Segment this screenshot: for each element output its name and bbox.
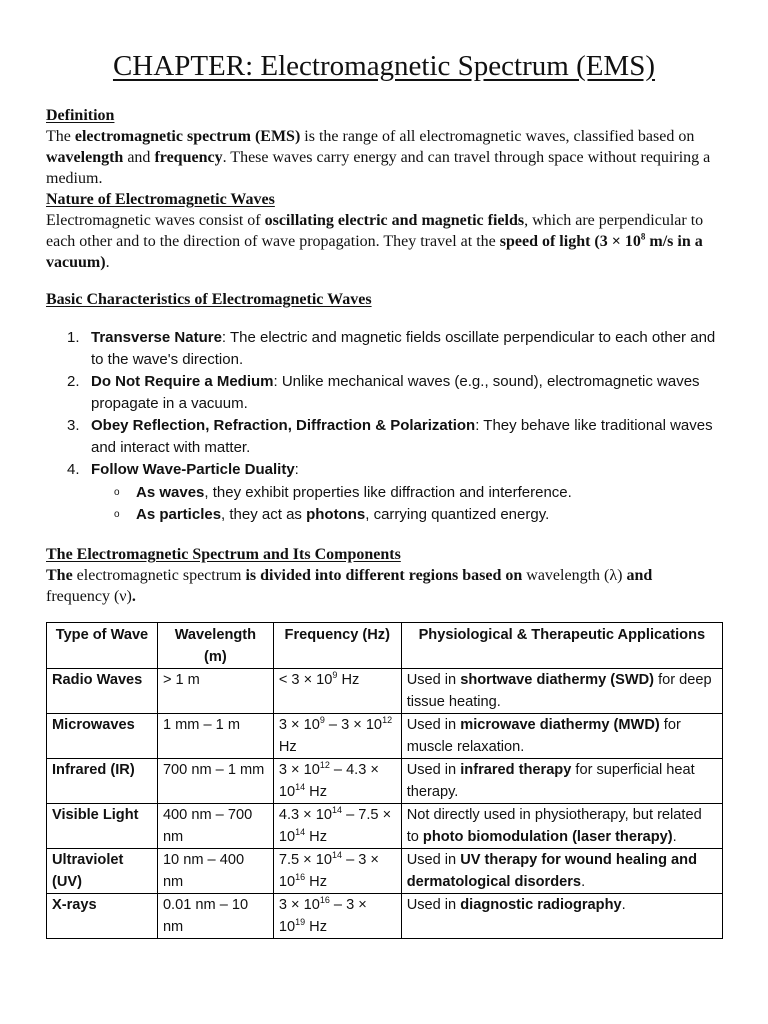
text-run: Hz <box>278 739 297 755</box>
table-row <box>47 669 723 714</box>
text-run: , which are perpendicular to each other and to the direction of wave propagation. They travel at the <box>46 212 704 250</box>
text-run: for muscle relaxation. <box>406 717 681 755</box>
sub-list-item <box>46 504 716 526</box>
bold-run: is divided into different regions based on <box>245 567 523 584</box>
characteristics-heading: Basic Characteristics of Electromagnetic Waves <box>46 291 372 308</box>
table-header-row <box>47 623 723 669</box>
text-run: for deep tissue heating. <box>406 672 712 710</box>
text-run: : They behave like traditional waves and interact with matter. <box>91 417 713 456</box>
text-run: . <box>105 254 110 271</box>
text-run: Hz <box>305 784 327 800</box>
text-run: . These waves carry energy and can travel through space without requiring a medium. <box>46 149 711 187</box>
bold-run: photons <box>306 506 366 523</box>
application-cell <box>401 669 722 714</box>
bold-run: electromagnetic spectrum (EMS) <box>74 128 301 145</box>
spectrum-paragraph <box>46 565 716 607</box>
application-cell <box>401 849 722 894</box>
wave-type-cell: Microwaves <box>47 714 158 759</box>
list-item <box>46 415 716 459</box>
nature-paragraph <box>46 210 716 273</box>
text-run: – 3 × 10 <box>324 717 383 733</box>
text-run: – 7.5 × 10 <box>278 807 392 845</box>
wave-type-cell: X-rays <box>47 894 158 939</box>
table-row <box>47 714 723 759</box>
text-run: Electromagnetic waves consist of <box>46 212 265 229</box>
text-run: 3 × 10 <box>278 762 320 778</box>
wave-type-cell: Visible Light <box>47 804 158 849</box>
table-row <box>47 759 723 804</box>
bold-run: oscillating electric and magnetic fields <box>264 212 525 229</box>
bold-run: infrared therapy <box>460 762 572 778</box>
application-cell <box>401 804 722 849</box>
text-run: for superficial heat therapy. <box>406 762 695 800</box>
text-run: frequency (ν) <box>46 588 132 605</box>
nature-heading: Nature of Electromagnetic Waves <box>46 191 275 208</box>
application-cell <box>401 714 722 759</box>
text-run: , they exhibit properties like diffraction and interference. <box>204 484 572 501</box>
bullet-icon: o <box>114 487 120 498</box>
superscript: 16 <box>319 895 330 906</box>
superscript: 12 <box>382 715 393 726</box>
text-run: – 3 × 10 <box>278 897 367 935</box>
frequency-cell <box>273 714 401 759</box>
definition-paragraph <box>46 126 716 189</box>
table-row <box>47 894 723 939</box>
bold-run: As particles <box>136 506 222 523</box>
text-run: Used in <box>406 717 461 733</box>
text-run: 3 × 10 <box>278 897 320 913</box>
table-row <box>47 849 723 894</box>
superscript: 9 <box>319 715 325 726</box>
list-number: 4. <box>67 461 80 478</box>
text-run: Used in <box>406 852 461 868</box>
page-title: CHAPTER: Electromagnetic Spectrum (EMS) <box>112 50 656 82</box>
characteristics-heading-block <box>46 289 716 310</box>
text-run: . <box>621 897 626 913</box>
list-item <box>46 459 716 481</box>
bold-run: shortwave diathermy (SWD) <box>460 672 655 688</box>
wavelength-cell: 1 mm – 1 m <box>157 714 273 759</box>
wave-type-cell: Ultraviolet (UV) <box>47 849 158 894</box>
bold-run: UV therapy for wound healing and dermatological disorders <box>406 852 697 890</box>
wave-type-cell: Infrared (IR) <box>47 759 158 804</box>
bold-run: frequency <box>154 149 223 166</box>
spectrum-section <box>46 544 716 607</box>
application-cell <box>401 894 722 939</box>
characteristics-list <box>46 327 716 526</box>
bold-run: photo biomodulation (laser therapy) <box>422 829 673 845</box>
text-run: : <box>294 461 299 478</box>
text-run: 7.5 × 10 <box>278 852 332 868</box>
spectrum-heading: The Electromagnetic Spectrum and Its Components <box>46 546 401 563</box>
text-run: . <box>581 874 586 890</box>
bold-run: Follow Wave-Particle Duality <box>91 461 295 478</box>
definition-heading: Definition <box>46 107 115 124</box>
bold-run: Transverse Nature <box>91 329 222 346</box>
text-run: Hz <box>305 874 327 890</box>
text-run: and <box>123 149 155 166</box>
list-item <box>46 371 716 415</box>
text-run: , carrying quantized energy. <box>365 506 550 523</box>
list-number: 1. <box>67 329 80 346</box>
superscript: 16 <box>295 872 306 883</box>
frequency-cell <box>273 849 401 894</box>
bold-run: Do Not Require a Medium <box>91 373 274 390</box>
frequency-cell <box>273 894 401 939</box>
definition-section <box>46 105 716 273</box>
wavelength-cell: 700 nm – 1 mm <box>157 759 273 804</box>
text-run: Used in <box>406 762 461 778</box>
text-run: : The electric and magnetic fields oscillate perpendicular to each other and to the wave's direction. <box>91 329 716 368</box>
text-run: Not directly used in physiotherapy, but related to <box>406 807 702 845</box>
wavelength-cell: 400 nm – 700 nm <box>157 804 273 849</box>
text-run: wavelength (λ) <box>522 567 627 584</box>
bullet-icon: o <box>114 509 120 520</box>
text-run: Used in <box>406 897 461 913</box>
text-run: . <box>672 829 677 845</box>
text-run: m/s in a vacuum) <box>46 233 703 271</box>
list-number: 2. <box>67 373 80 390</box>
text-run: : Unlike mechanical waves (e.g., sound), electromagnetic waves propagate in a vacuum. <box>91 373 700 412</box>
superscript: 8 <box>640 231 646 242</box>
text-run: Hz <box>337 672 360 688</box>
text-run: speed of light (3 × 10 <box>499 233 641 250</box>
text-run: , they act as <box>221 506 307 523</box>
text-run: Used in <box>406 672 461 688</box>
ems-table <box>46 622 723 939</box>
superscript: 12 <box>319 760 330 771</box>
sub-list-item <box>46 482 716 504</box>
text-run: < 3 × 10 <box>278 672 333 688</box>
text-run: – 4.3 × 10 <box>278 762 379 800</box>
superscript: 14 <box>295 827 306 838</box>
bold-run: wavelength <box>46 149 124 166</box>
column-header: Frequency (Hz) <box>273 623 401 669</box>
bold-run: Obey Reflection, Refraction, Diffraction & Polarization <box>91 417 476 434</box>
text-run: Hz <box>305 829 327 845</box>
column-header: Wavelength (m) <box>157 623 273 669</box>
wave-type-cell: Radio Waves <box>47 669 158 714</box>
superscript: 14 <box>332 850 343 861</box>
bold-run: and <box>626 567 653 584</box>
superscript: 14 <box>295 782 306 793</box>
table-row <box>47 804 723 849</box>
superscript: 9 <box>332 670 338 681</box>
list-number: 3. <box>67 417 80 434</box>
wavelength-cell: 0.01 nm – 10 nm <box>157 894 273 939</box>
text-run: 4.3 × 10 <box>278 807 332 823</box>
bold-run: As waves <box>136 484 205 501</box>
list-item <box>46 327 716 371</box>
text-run: 3 × 10 <box>278 717 320 733</box>
text-run: Hz <box>305 919 327 935</box>
column-header: Type of Wave <box>47 623 158 669</box>
wavelength-cell: 10 nm – 400 nm <box>157 849 273 894</box>
superscript: 19 <box>295 917 306 928</box>
wavelength-cell: > 1 m <box>157 669 273 714</box>
column-header: Physiological & Therapeutic Applications <box>401 623 722 669</box>
frequency-cell <box>273 804 401 849</box>
text-run: – 3 × 10 <box>278 852 379 890</box>
superscript: 14 <box>332 805 343 816</box>
bold-run: microwave diathermy (MWD) <box>460 717 660 733</box>
frequency-cell <box>273 669 401 714</box>
frequency-cell <box>273 759 401 804</box>
text-run: electromagnetic spectrum <box>72 567 246 584</box>
bold-run: The <box>46 567 73 584</box>
text-run: is the range of all electromagnetic waves, classified based on <box>300 128 695 145</box>
bold-run: . <box>131 588 136 605</box>
text-run: The <box>46 128 75 145</box>
bold-run: diagnostic radiography <box>460 897 622 913</box>
application-cell <box>401 759 722 804</box>
